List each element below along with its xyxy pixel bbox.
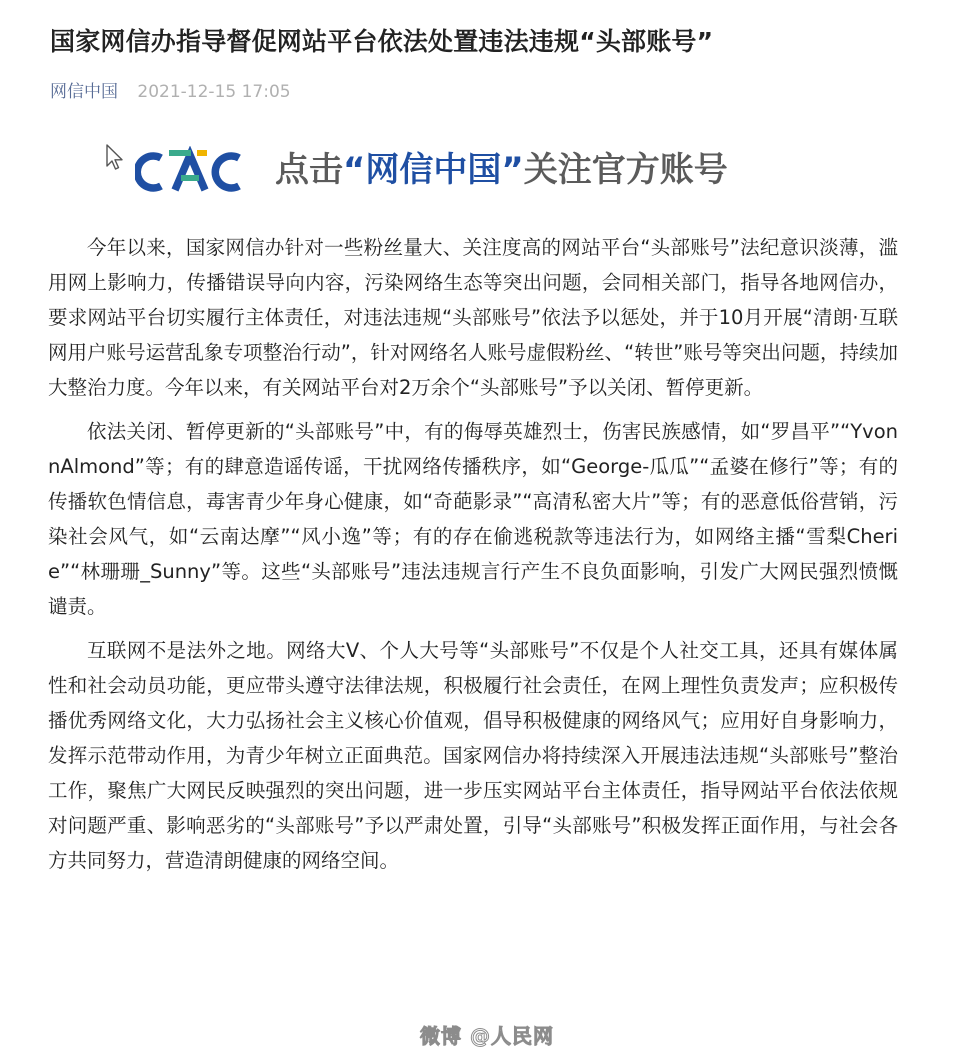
weibo-watermark: 微博 @人民网 — [420, 1024, 554, 1048]
follow-text — [275, 148, 728, 192]
paragraph: 依法关闭、暂停更新的“头部账号”中，有的侮辱英雄烈士，伤害民族感情，如“罗昌平”“YvonnAlmond”等；有的肆意造谣传谣，干扰网络传播秩序，如“George-瓜瓜”“孟婆在修行”等；有的传播软色情信息，毒害青少年身心健康，如“奇葩影录”“高清私密大片”等；有的恶意低俗营销，污染社会风气，如“云南达摩”“风小逸”等；有的存在偷逃税款等违法行为，如网络主播“雪梨Cherie”“林珊珊_Sunny”等。这些“头部账号”违法违规言行产生不良负面影响，引发广大网民强烈愤慨谴责。 — [48, 420, 898, 618]
publish-date: 2021-12-15 17:05 — [137, 82, 291, 102]
follow-suffix: 关注官方账号 — [523, 150, 728, 190]
follow-banner[interactable] — [105, 140, 845, 204]
article-body — [48, 230, 898, 887]
cac-logo-icon — [135, 146, 247, 198]
article-title: 国家网信办指导督促网站平台依法处置违法违规“头部账号” — [50, 27, 714, 56]
paragraph: 今年以来，国家网信办针对一些粉丝量大、关注度高的网站平台“头部账号”法纪意识淡薄，滥用网上影响力，传播错误导向内容，污染网络生态等突出问题，会同相关部门，指导各地网信办，要求网站平台切实履行主体责任，对违法违规“头部账号”依法予以惩处，并于10月开展“清朗·互联网用户账号运营乱象专项整治行动”，针对网络名人账号虚假粉丝、“转世”账号等突出问题，持续加大整治力度。今年以来，有关网站平台对2万余个“头部账号”予以关闭、暂停更新。 — [48, 236, 898, 399]
article-meta — [50, 80, 291, 104]
follow-account-name: “网信中国” — [343, 150, 524, 190]
article-source-link[interactable]: 网信中国 — [50, 82, 118, 102]
follow-prefix: 点击 — [275, 150, 343, 190]
cursor-arrow-icon — [105, 144, 125, 172]
paragraph: 互联网不是法外之地。网络大V、个人大号等“头部账号”不仅是个人社交工具，还具有媒体属性和社会动员功能，更应带头遵守法律法规，积极履行社会责任，在网上理性负责发声；应积极传播优秀网络文化，大力弘扬社会主义核心价值观，倡导积极健康的网络风气；应用好自身影响力，发挥示范带动作用，为青少年树立正面典范。国家网信办将持续深入开展违法违规“头部账号”整治工作，聚焦广大网民反映强烈的突出问题，进一步压实网站平台主体责任，指导网站平台依法依规对问题严重、影响恶劣的“头部账号”予以严肃处置，引导“头部账号”积极发挥正面作用，与社会各方共同努力，营造清朗健康的网络空间。 — [48, 639, 898, 872]
